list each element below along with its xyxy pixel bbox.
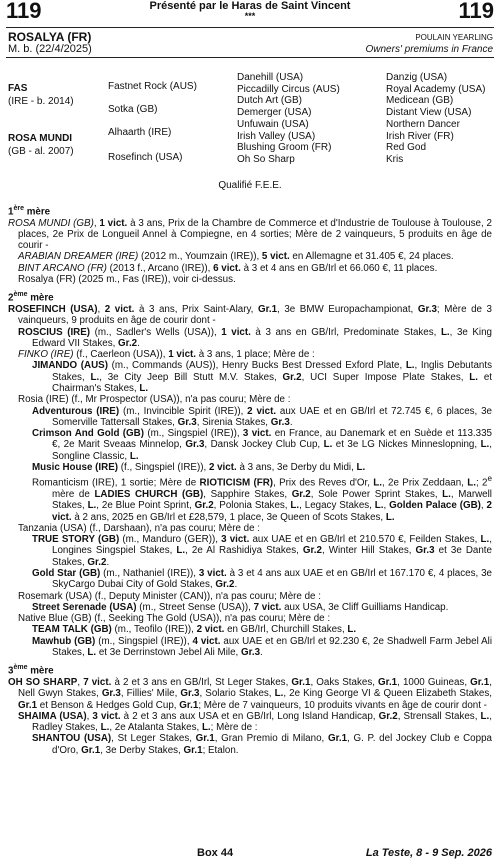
pedigree-gen4: Danzig (USA) — [386, 72, 448, 83]
section-heading-third-dam: 3ème mère — [8, 664, 54, 677]
horse-name: ROSALYA (FR) — [8, 30, 92, 44]
catalogue-page-body — [8, 199, 492, 756]
pedigree-gen2: Fastnet Rock (AUS) — [108, 81, 197, 92]
horse-sex-birth: M. b. (22/4/2025) — [8, 43, 92, 55]
sire-name: FAS — [8, 83, 28, 94]
produce-record: SHANTOU (USA), St Leger Stakes, Gr.1, Gran Premio di Milano, Gr.1, G. P. del Jockey Club e Coppa d'Oro, Gr.1, 3e Derby Stakes, Gr.1; Etalon. — [32, 733, 492, 756]
produce-record: Native Blue (GB) (f., Seeking The Gold (USA)), n'a pas couru; Mère de : — [18, 613, 331, 625]
dam-name: ROSA MUNDI — [8, 133, 73, 144]
pedigree-gen3: Blushing Groom (FR) — [237, 142, 332, 154]
pedigree-gen3: Demerger (USA) — [237, 107, 312, 119]
header-rule — [6, 27, 494, 28]
pedigree-gen4: Royal Academy (USA) — [386, 83, 486, 95]
produce-record: FINKO (IRE) (f., Caerleon (USA)), 1 vict. à 3 ans, 1 place; Mère de : — [18, 349, 315, 361]
produce-record: ARABIAN DREAMER (IRE) (2012 m., Youmzain (IRE)), 5 vict. en Allemagne et 31.405 €, 24 places. — [18, 251, 454, 263]
consignor: Présenté par le Haras de Saint Vincent — [149, 0, 351, 12]
produce-record: JIMANDO (AUS) (m., Commands (AUS)), Henry Bucks Best Dressed Exford Plate, L., Inglis Debutants Stakes, L., 3e City Jeep Bill Stutt M.V. Stakes, Gr.2, UCI Super Impose Plate Stakes, L. et Chairman's Stakes, L. — [32, 360, 492, 394]
pedigree-gen3: Oh So Sharp — [237, 153, 295, 165]
produce-record: Romanticism (IRE), 1 sortie; Mère de RIOTICISM (FR), Prix des Reves d'Or, L., 2e Prix Zeddaan, L.; 2e mère de LADIES CHURCH (GB), Sapphire Stakes, Gr.2, Sole Power Sprint Stakes, L., Marwell Stakes, L., 2e Blue Point Sprint, Gr.2, Polonia Stakes, L., Legacy Stakes, L., Golden Palace (GB), 2 vict. à 2 ans, 2025 en GB/Irl et £28,579, 1 place, 3e Queen of Scots Stakes, L. — [32, 474, 492, 523]
pedigree-gen2: Rosefinch (USA) — [108, 152, 183, 163]
catalogue-header — [0, 0, 500, 26]
pedigree-gen3: Unfuwain (USA) — [237, 118, 309, 130]
section-heading-second-dam: 2ème mère — [8, 291, 54, 304]
produce-record: Street Serenade (USA) (m., Street Sense (USA)), 7 vict. aux USA, 3e Cliff Guilliams Handicap. — [32, 601, 449, 613]
produce-record: ROSCIUS (IRE) (m., Sadler's Wells (USA)), 1 vict. à 3 ans en GB/Irl, Predominate Stakes, L., 3e King Edward VII Stakes, Gr.2. — [18, 326, 493, 349]
dam-info: (GB - al. 2007) — [8, 146, 74, 157]
dam-record: ROSA MUNDI (GB), 1 vict. à 3 ans, Prix de la Chambre de Commerce et d'Industrie de Toulouse à Toulouse, 2 places, 2e Prix de Longueil Annel à Compiegne, en 4 sorties; Mère de 2 vainqueurs, 5 produits en âge de courir - — [8, 217, 492, 252]
pedigree-gen3-list — [237, 72, 340, 166]
lot-number-right: 119 — [458, 0, 494, 23]
sale-place-date: La Teste, 8 - 9 Sep. 2026 — [365, 847, 492, 859]
pedigree-gen3: Danehill (USA) — [237, 72, 304, 83]
dam-record: OH SO SHARP, 7 vict. à 2 et 3 ans en GB/Irl, St Leger Stakes, Gr.1, Oaks Stakes, Gr.1, 1000 Guineas, Gr.1, Nell Gwyn Stakes, Gr.3, Fillies' Mile, Gr.3, Solario Stakes, L., 2e King George VI & Queen Elizabeth Stakes, Gr.1 et Benson & Hedges Gold Cup, Gr.1; Mère de 7 vainqueurs, 10 produits vivants en âge de courir dont - — [8, 676, 492, 711]
produce-record: Gold Star (GB) (m., Nathaniel (IRE)), 3 vict. à 3 et 4 ans aux UAE et en GB/Irl et 167.170 €, 4 places, 3e SkyCargo Dubai City of Gold Stakes, Gr.2. — [32, 568, 492, 591]
produce-record: TEAM TALK (GB) (m., Teofilo (IRE)), 2 vict. en GB/Irl, Churchill Stakes, L. — [32, 624, 357, 636]
pedigree-gen3: Piccadilly Circus (AUS) — [237, 83, 340, 95]
pedigree-gen4: Irish River (FR) — [386, 130, 454, 142]
lot-number-left: 119 — [6, 0, 42, 23]
pedigree-gen2: Sotka (GB) — [108, 104, 158, 115]
consignor-line — [0, 1, 500, 20]
sire-info: (IRE - b. 2014) — [8, 96, 74, 107]
produce-record: Music House (IRE) (f., Singspiel (IRE)), 2 vict. à 3 ans, 3e Derby du Midi, L. — [32, 462, 366, 474]
pedigree-gen3: Irish Valley (USA) — [237, 130, 316, 142]
dam-record: ROSEFINCH (USA), 2 vict. à 3 ans, Prix Saint-Alary, Gr.1, 3e BMW Europachampionat, Gr.3; Mère de 3 vainqueurs, 9 produits en âge de courir dont - — [8, 303, 492, 327]
produce-record: Crimson And Gold (GB) (m., Singspiel (IRE)), 3 vict. en France, au Danemark et en Suède et 113.335 €, 2e Marit Sveaas Minnelop, Gr.3, Dansk Jockey Club Cup, L. et 3e LG Nickes Minneslopning, L., Songline Classic, L. — [32, 428, 493, 462]
produce-record: Adventurous (IRE) (m., Invincible Spirit (IRE)), 2 vict. aux UAE et en GB/Irl et 72.745 €, 6 places, 3e Somerville Tattersall Stakes, Gr.3, Sirenia Stakes, Gr.3. — [32, 405, 492, 428]
produce-record: Mawhub (GB) (m., Singspiel (IRE)), 4 vict. aux UAE et en GB/Irl et 92.230 €, 2e Shadwell Farm Jebel Ali Stakes, L. et 3e Derrinstown Jebel Ali Mile, Gr.3. — [32, 635, 493, 659]
consignor-stars: *** — [244, 11, 256, 21]
horse-category: POULAIN YEARLING — [415, 33, 493, 42]
produce-record: TRUE STORY (GB) (m., Manduro (GER)), 3 vict. aux UAE et en GB/Irl et 210.570 €, Feilden Stakes, L., Longines Singspiel Stakes, L., 2e Al Rashidiya Stakes, Gr.2, Winter Hill Stakes, Gr.3 et 3e Dante Stakes, Gr.2. — [32, 534, 492, 568]
produce-record: BINT ARCANO (FR) (2013 f., Arcano (IRE)), 6 vict. à 3 et 4 ans en GB/Irl et 66.060 €, 11 places. — [18, 262, 438, 274]
produce-record: SHAIMA (USA), 3 vict. à 2 et 3 ans aux USA et en GB/Irl, Long Island Handicap, Gr.2, Strensall Stakes, L., Radley Stakes, L., 2e Atalanta Stakes, L.; Mère de : — [18, 710, 492, 734]
owners-premiums: Owners' premiums in France — [365, 44, 493, 55]
name-rule — [6, 57, 494, 58]
produce-record: Tanzania (USA) (f., Darshaan), n'a pas couru; Mère de : — [18, 522, 261, 534]
pedigree-gen2: Alhaarth (IRE) — [108, 127, 172, 138]
pedigree-table — [0, 72, 500, 172]
box-number: Box 44 — [197, 847, 234, 859]
produce-record: Rosemark (USA) (f., Deputy Minister (CAN)), n'a pas couru; Mère de : — [18, 590, 321, 602]
pedigree-gen4-list — [386, 72, 485, 166]
produce-record: Rosia (IRE) (f., Mr Prospector (USA)), n'a pas couru; Mère de : — [18, 394, 291, 406]
pedigree-gen4: Northern Dancer — [386, 118, 460, 130]
pedigree-gen4: Kris — [386, 153, 404, 165]
produce-record: Rosalya (FR) (2025 m., Fas (IRE)), voir ci-dessus. — [18, 274, 236, 286]
qualification: Qualifié F.E.E. — [218, 180, 282, 191]
pedigree-gen3: Dutch Art (GB) — [237, 95, 303, 107]
pedigree-gen4: Red God — [386, 142, 427, 154]
catalogue-footer — [0, 847, 500, 861]
pedigree-gen4: Distant View (USA) — [386, 107, 472, 119]
section-heading-first-dam: 1ère mère — [8, 205, 51, 218]
pedigree-gen4: Medicean (GB) — [386, 95, 454, 107]
